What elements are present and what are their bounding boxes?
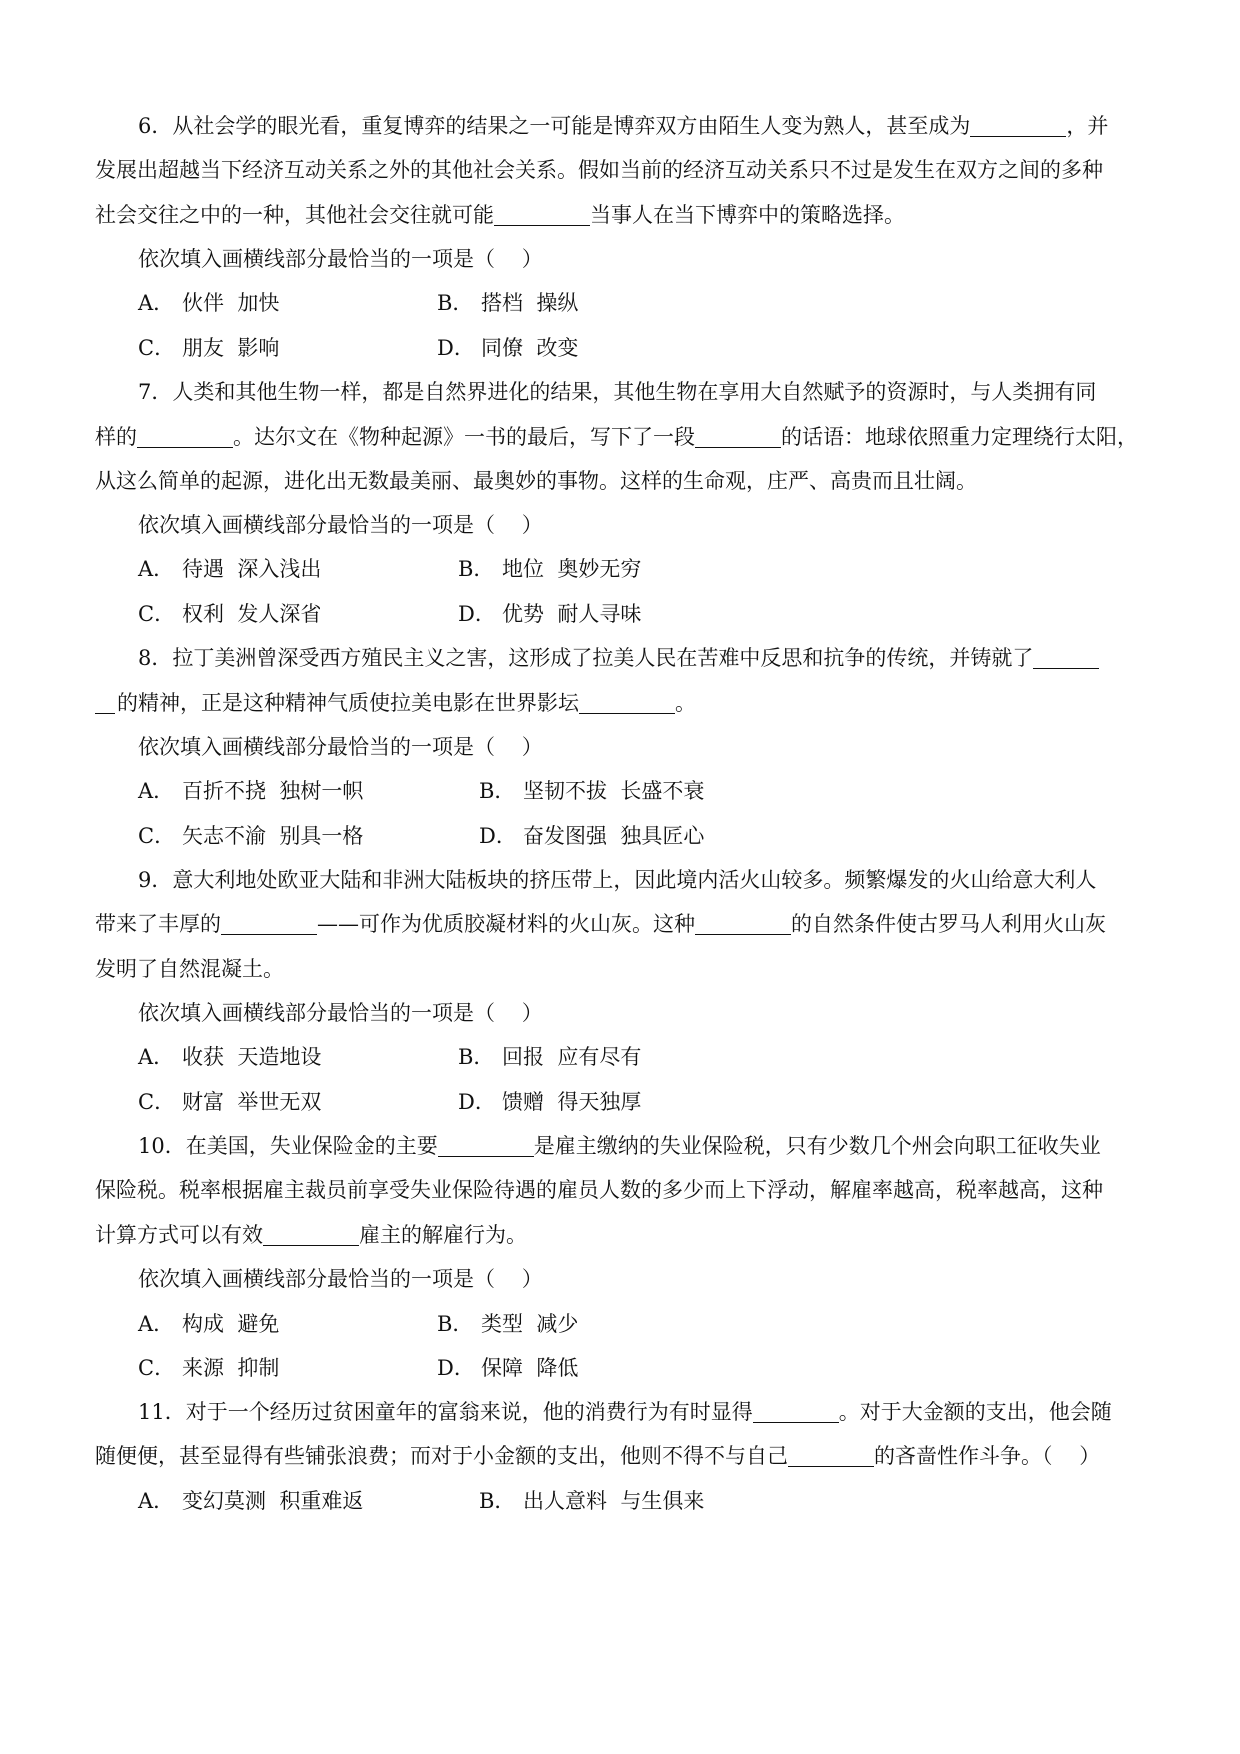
option-text: 馈赠 得天独厚 — [502, 1090, 642, 1114]
answer-blank — [788, 1444, 874, 1467]
q6-option-d — [437, 333, 578, 363]
q11-text: 随便便，甚至显得有些铺张浪费；而对于小金额的支出，他则不得不与自己 — [95, 1444, 788, 1468]
q8-prompt: 依次填入画横线部分最恰当的一项是（ ） — [138, 735, 543, 759]
q11-option-b — [479, 1486, 704, 1516]
answer-blank — [137, 425, 233, 448]
option-text: 矢志不渝 别具一格 — [182, 824, 364, 848]
answer-blank — [753, 1400, 839, 1423]
answer-blank — [263, 1223, 359, 1246]
option-label: B． — [479, 1489, 516, 1513]
q7-option-a — [138, 554, 321, 584]
option-label: B． — [437, 291, 474, 315]
q9-option-c — [138, 1087, 321, 1117]
option-label: D． — [479, 824, 517, 848]
q7-line-1: 7．人类和其他生物一样，都是自然界进化的结果，其他生物在享用大自然赋予的资源时，与人类拥有同 — [138, 380, 1097, 404]
option-text: 百折不挠 独树一帜 — [182, 779, 364, 803]
q10-text: 雇主的解雇行为。 — [359, 1223, 527, 1247]
option-label: D． — [458, 602, 496, 626]
q10-line-1 — [138, 1131, 1101, 1161]
q9-text: 带来了丰厚的 — [95, 912, 221, 936]
q10-text: 10．在美国，失业保险金的主要 — [138, 1134, 438, 1158]
option-label: B． — [437, 1312, 474, 1336]
q6-line-2: 发展出超越当下经济互动关系之外的其他社会关系。假如当前的经济互动关系只不过是发生在双方之间的多种 — [95, 158, 1103, 182]
option-text: 伙伴 加快 — [182, 291, 280, 315]
q9-option-a — [138, 1042, 321, 1072]
q7-text: 。达尔文在《物种起源》一书的最后，写下了一段 — [233, 425, 695, 449]
answer-blank — [438, 1134, 534, 1157]
option-label: A． — [138, 557, 175, 581]
option-text: 收获 天造地设 — [182, 1045, 322, 1069]
q11-line-2 — [95, 1441, 1100, 1471]
q10-text: 是雇主缴纳的失业保险税，只有少数几个州会向职工征收失业 — [533, 1134, 1101, 1158]
answer-blank — [221, 912, 317, 935]
q6-prompt: 依次填入画横线部分最恰当的一项是（ ） — [138, 247, 543, 271]
option-text: 来源 抑制 — [182, 1356, 280, 1380]
option-label: C． — [138, 336, 176, 360]
option-text: 朋友 影响 — [182, 336, 280, 360]
option-label: B． — [479, 779, 516, 803]
q9-text: 的自然条件使古罗马人利用火山灰 — [791, 912, 1106, 936]
answer-blank — [695, 425, 781, 448]
q9-line-1: 9．意大利地处欧亚大陆和非洲大陆板块的挤压带上，因此境内活火山较多。频繁爆发的火山给意大利人 — [138, 868, 1097, 892]
q8-option-b — [479, 776, 704, 806]
q7-option-d — [458, 599, 641, 629]
q8-option-c — [138, 821, 363, 851]
answer-blank — [579, 691, 675, 714]
option-label: A． — [138, 1489, 175, 1513]
q10-option-d — [437, 1353, 578, 1383]
q10-option-b — [437, 1309, 578, 1339]
q8-text: 的精神，正是这种精神气质使拉美电影在世界影坛 — [117, 691, 579, 715]
option-text: 搭档 操纵 — [481, 291, 579, 315]
option-label: D． — [458, 1090, 496, 1114]
option-text: 同僚 改变 — [481, 336, 579, 360]
option-text: 类型 减少 — [481, 1312, 579, 1336]
q8-line-1 — [138, 643, 1099, 673]
q10-text: 计算方式可以有效 — [95, 1223, 263, 1247]
q10-option-c — [138, 1353, 279, 1383]
q7-line-2 — [95, 422, 1138, 452]
option-text: 待遇 深入浅出 — [182, 557, 322, 581]
q6-option-b — [437, 288, 578, 318]
q8-text: 8．拉丁美洲曾深受西方殖民主义之害，这形成了拉美人民在苦难中反思和抗争的传统，并铸就了 — [138, 646, 1034, 670]
q9-prompt: 依次填入画横线部分最恰当的一项是（ ） — [138, 1001, 543, 1025]
answer-blank — [970, 114, 1066, 137]
q9-option-d — [458, 1087, 641, 1117]
q8-text: 。 — [675, 691, 696, 715]
q11-text: 的吝啬性作斗争。（ ） — [874, 1444, 1101, 1468]
q6-line-1 — [138, 111, 1108, 141]
q6-line-3 — [95, 200, 905, 230]
q11-text: 。对于大金额的支出，他会随 — [838, 1400, 1112, 1424]
q9-line-3: 发明了自然混凝土。 — [95, 957, 284, 981]
option-text: 优势 耐人寻味 — [502, 602, 642, 626]
q9-option-b — [458, 1042, 641, 1072]
q6-text: ，并 — [1066, 114, 1109, 138]
q6-text: 当事人在当下博弈中的策略选择。 — [590, 203, 905, 227]
q7-option-b — [458, 554, 641, 584]
option-label: A． — [138, 1312, 175, 1336]
option-text: 奋发图强 独具匠心 — [523, 824, 705, 848]
option-text: 权利 发人深省 — [182, 602, 322, 626]
option-text: 回报 应有尽有 — [502, 1045, 642, 1069]
q7-line-3: 从这么简单的起源，进化出无数最美丽、最奥妙的事物。这样的生命观，庄严、高贵而且壮阔。 — [95, 469, 977, 493]
answer-blank — [695, 912, 791, 935]
q7-prompt: 依次填入画横线部分最恰当的一项是（ ） — [138, 513, 543, 537]
option-label: C． — [138, 602, 176, 626]
answer-blank — [95, 691, 115, 714]
option-label: B． — [458, 1045, 495, 1069]
option-text: 地位 奥妙无穷 — [502, 557, 642, 581]
option-label: A． — [138, 291, 175, 315]
option-text: 保障 降低 — [481, 1356, 579, 1380]
option-label: C． — [138, 824, 176, 848]
q8-option-d — [479, 821, 704, 851]
option-text: 出人意料 与生俱来 — [523, 1489, 705, 1513]
answer-blank — [494, 203, 590, 226]
option-label: B． — [458, 557, 495, 581]
q8-option-a — [138, 776, 363, 806]
option-text: 坚韧不拔 长盛不衰 — [523, 779, 705, 803]
q11-line-1 — [138, 1397, 1112, 1427]
option-label: D． — [437, 1356, 475, 1380]
q6-text: 社会交往之中的一种，其他社会交往就可能 — [95, 203, 494, 227]
q9-text: ——可作为优质胶凝材料的火山灰。这种 — [317, 912, 695, 936]
option-label: A． — [138, 1045, 175, 1069]
q11-option-a — [138, 1486, 363, 1516]
option-text: 财富 举世无双 — [182, 1090, 322, 1114]
q7-text: 的话语：地球依照重力定理绕行太阳， — [781, 425, 1138, 449]
q8-line-2 — [95, 688, 696, 718]
q10-option-a — [138, 1309, 279, 1339]
option-label: C． — [138, 1090, 176, 1114]
option-label: D． — [437, 336, 475, 360]
q10-line-2: 保险税。税率根据雇主裁员前享受失业保险待遇的雇员人数的多少而上下浮动，解雇率越高，税率越高，这种 — [95, 1178, 1103, 1202]
q6-text: 6．从社会学的眼光看，重复博弈的结果之一可能是博弈双方由陌生人变为熟人，甚至成为 — [138, 114, 971, 138]
q6-option-a — [138, 288, 279, 318]
q6-option-c — [138, 333, 279, 363]
q7-option-c — [138, 599, 321, 629]
q10-prompt: 依次填入画横线部分最恰当的一项是（ ） — [138, 1267, 543, 1291]
q10-line-3 — [95, 1220, 527, 1250]
option-label: C． — [138, 1356, 176, 1380]
q7-text: 样的 — [95, 425, 137, 449]
option-text: 构成 避免 — [182, 1312, 280, 1336]
q11-text: 11．对于一个经历过贫困童年的富翁来说，他的消费行为有时显得 — [138, 1400, 753, 1424]
answer-blank — [1033, 646, 1099, 669]
option-label: A． — [138, 779, 175, 803]
q9-line-2 — [95, 909, 1106, 939]
option-text: 变幻莫测 积重难返 — [182, 1489, 364, 1513]
